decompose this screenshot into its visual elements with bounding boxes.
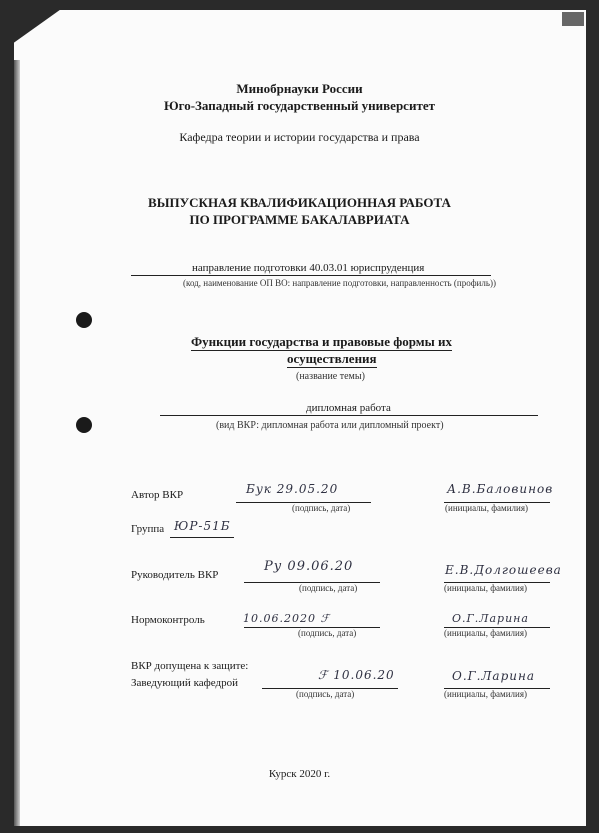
head-name-caption: (инициалы, фамилия)	[444, 689, 527, 699]
normcontrol-signature: 10.06.2020 ℱ	[243, 612, 331, 625]
author-name: А.В.Баловинов	[447, 482, 554, 496]
punch-hole-top	[76, 312, 92, 328]
normcontrol-sign-caption: (подпись, дата)	[298, 628, 357, 638]
university-heading: Юго-Западный государственный университет	[164, 98, 435, 113]
head-label: Заведующий кафедрой	[131, 677, 238, 689]
work-type-line2: ПО ПРОГРАММЕ БАКАЛАВРИАТА	[189, 212, 410, 227]
department-heading: Кафедра теории и истории государства и права	[179, 130, 420, 144]
group-line	[170, 537, 234, 538]
direction-value: направление подготовки 40.03.01 юриспруденция	[192, 262, 425, 274]
supervisor-name-caption: (инициалы, фамилия)	[444, 583, 527, 593]
head-signature: ℱ 10.06.20	[318, 668, 395, 682]
supervisor-signature: Ру 09.06.20	[264, 559, 354, 574]
ministry-heading: Минобрнауки России	[236, 81, 363, 96]
page-corner-scan-artifact	[562, 12, 584, 26]
author-signature: Бук 29.05.20	[246, 482, 339, 496]
kind-caption: (вид ВКР: дипломная работа или дипломный проект)	[216, 420, 444, 431]
normcontrol-name: О.Г.Ларина	[452, 612, 529, 625]
topic-line1: Функции государства и правовые формы их	[191, 334, 452, 349]
normcontrol-name-caption: (инициалы, фамилия)	[444, 628, 527, 638]
topic-line2: осуществления	[287, 351, 377, 366]
normcontrol-label: Нормоконтроль	[131, 614, 205, 626]
topic-caption: (название темы)	[296, 371, 365, 382]
head-name: О.Г.Ларина	[452, 669, 536, 683]
kind-underline	[160, 415, 538, 416]
author-sign-caption: (подпись, дата)	[292, 503, 351, 513]
kind-value: дипломная работа	[306, 402, 391, 414]
author-name-caption: (инициалы, фамилия)	[445, 503, 528, 513]
direction-caption: (код, наименование ОП ВО: направление подготовки, направленность (профиль))	[183, 278, 496, 288]
supervisor-label: Руководитель ВКР	[131, 569, 219, 581]
head-sign-caption: (подпись, дата)	[296, 689, 355, 699]
supervisor-sign-caption: (подпись, дата)	[299, 583, 358, 593]
work-type-line1: ВЫПУСКНАЯ КВАЛИФИКАЦИОННАЯ РАБОТА	[148, 195, 451, 210]
group-label: Группа	[131, 523, 165, 535]
page-edge-shadow	[14, 60, 20, 826]
direction-underline	[131, 275, 491, 276]
city-year: Курск 2020 г.	[268, 768, 331, 780]
supervisor-name: Е.В.Долгошеева	[445, 563, 562, 577]
group-value: ЮР-51Б	[174, 519, 231, 533]
author-label: Автор ВКР	[131, 489, 184, 501]
punch-hole-bottom	[76, 417, 92, 433]
admission-label: ВКР допущена к защите:	[131, 660, 249, 672]
